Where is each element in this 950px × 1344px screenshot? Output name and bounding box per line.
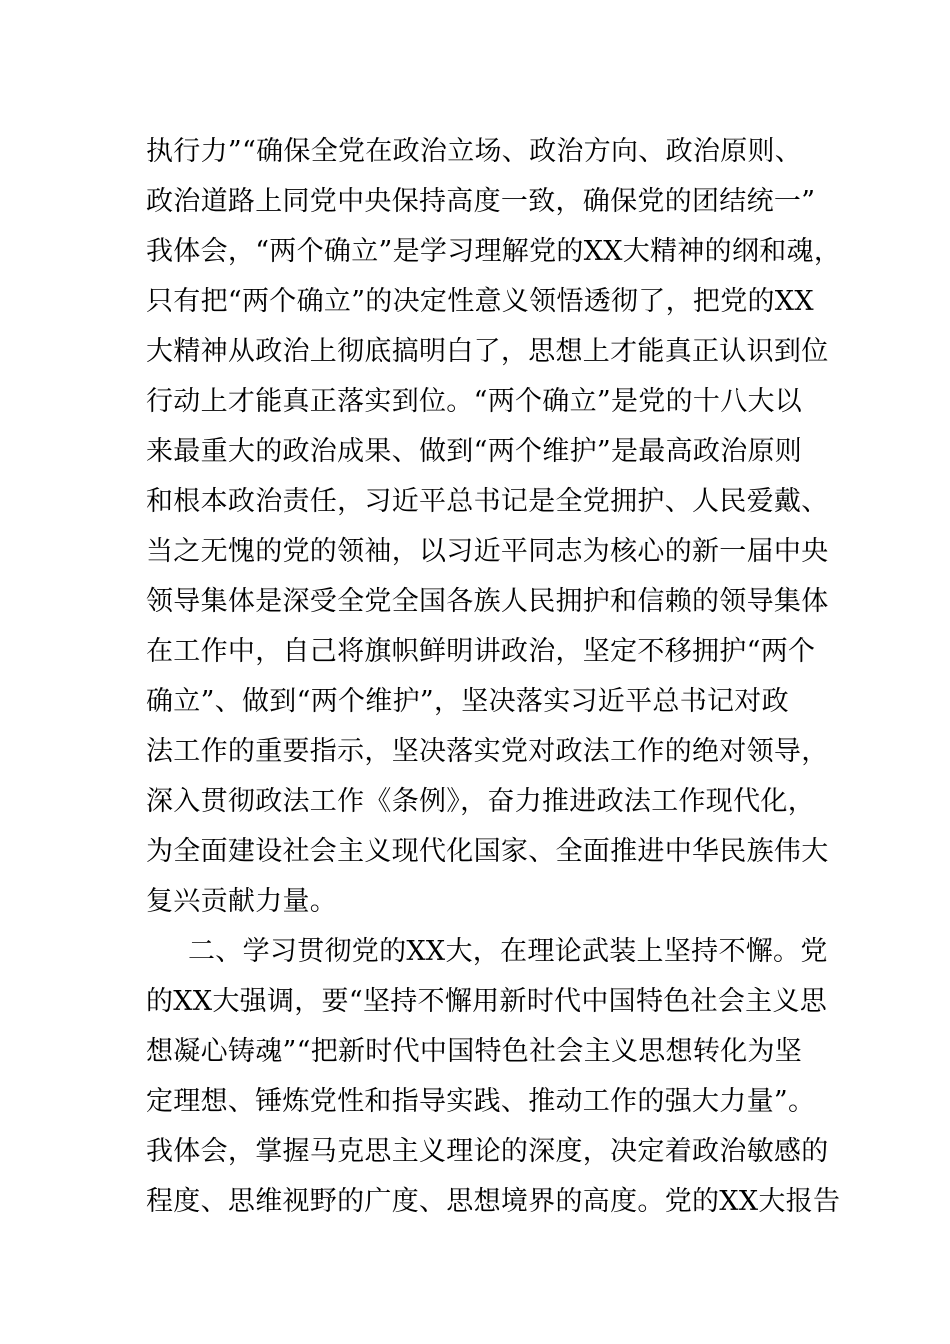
text-line: 和根本政治责任，习近平总书记是全党拥护、人民爱戴、 [146, 486, 829, 517]
text-line: 来最重大的政治成果、做到“两个维护”是最高政治原则 [146, 436, 803, 467]
text-line: 程度、思维视野的广度、思想境界的高度。党的XX大报告 [146, 1186, 841, 1217]
text-line: 为全面建设社会主义现代化国家、全面推进中华民族伟大 [146, 836, 829, 867]
text-line: 定理想、锤炼党性和指导实践、推动工作的强大力量”。 [146, 1086, 816, 1117]
section-heading-line: 二、学习贯彻党的XX大，在理论武装上坚持不懈。党 [188, 936, 828, 967]
text-line: 政治道路上同党中央保持高度一致，确保党的团结统一” [146, 186, 816, 217]
text-line: 复兴贡献力量。 [146, 886, 338, 917]
body-text [146, 127, 842, 1227]
text-line: 想凝心铸魂”“把新时代中国特色社会主义思想转化为坚 [146, 1036, 803, 1067]
text-line: 执行力”“确保全党在政治立场、政治方向、政治原则、 [146, 136, 803, 167]
text-line: 的XX大强调，要“坚持不懈用新时代中国特色社会主义思 [146, 986, 828, 1017]
text-line: 在工作中，自己将旗帜鲜明讲政治，坚定不移拥护“两个 [146, 636, 816, 667]
text-line: 当之无愧的党的领袖，以习近平同志为核心的新一届中央 [146, 536, 829, 567]
text-line: 行动上才能真正落实到位。“两个确立”是党的十八大以 [146, 386, 803, 417]
text-line: 我体会，“两个确立”是学习理解党的XX大精神的纲和魂， [146, 236, 842, 267]
text-line: 深入贯彻政法工作《条例》，奋力推进政法工作现代化， [146, 786, 815, 817]
text-line: 法工作的重要指示，坚决落实党对政法工作的绝对领导， [146, 736, 829, 767]
text-line: 确立”、做到“两个维护”，坚决落实习近平总书记对政 [146, 686, 789, 717]
text-line: 我体会，掌握马克思主义理论的深度，决定着政治敏感的 [146, 1136, 829, 1167]
text-line: 只有把“两个确立”的决定性意义领悟透彻了，把党的XX [146, 286, 814, 317]
text-line: 大精神从政治上彻底搞明白了，思想上才能真正认识到位 [146, 336, 829, 367]
text-line: 领导集体是深受全党全国各族人民拥护和信赖的领导集体 [146, 586, 829, 617]
